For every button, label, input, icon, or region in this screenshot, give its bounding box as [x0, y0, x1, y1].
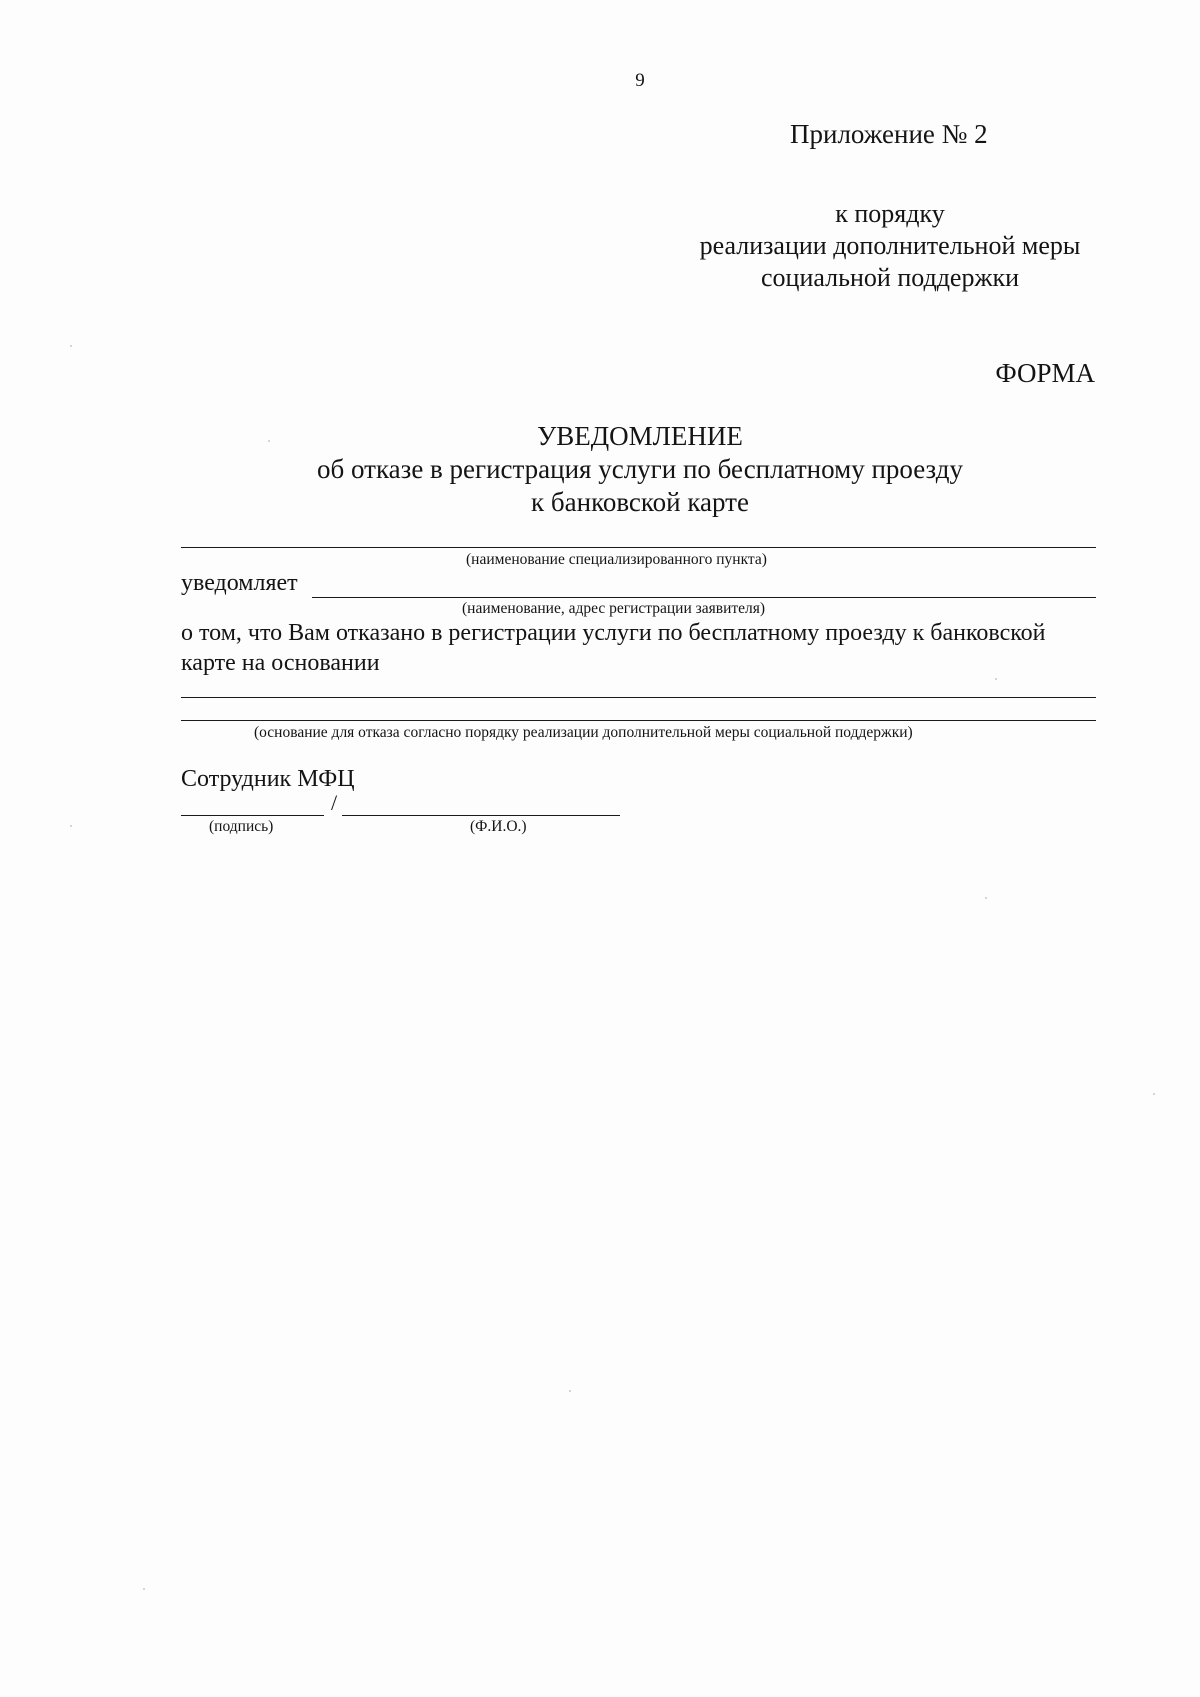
scan-speck — [1153, 1093, 1155, 1095]
reason-line-1 — [181, 697, 1096, 698]
notifies-label: уведомляет — [181, 570, 298, 596]
scan-speck — [569, 1390, 571, 1392]
point-name-caption: (наименование специализированного пункта) — [466, 551, 767, 568]
page-number: 9 — [635, 70, 645, 91]
notice-title-block — [180, 420, 1100, 519]
full-name-line — [342, 815, 620, 816]
notice-subtitle-line: к банковской карте — [531, 487, 749, 517]
signature-line — [181, 815, 324, 816]
scan-speck — [143, 1588, 145, 1590]
refusal-line: карте на основании — [181, 650, 380, 676]
form-label: ФОРМА — [995, 358, 1095, 388]
appendix-title: Приложение № 2 — [790, 119, 988, 149]
signature-caption: (подпись) — [209, 818, 274, 835]
notice-title: УВЕДОМЛЕНИЕ — [537, 421, 743, 451]
applicant-line — [312, 597, 1096, 598]
signature-separator: / — [331, 790, 338, 815]
scan-speck — [985, 897, 987, 899]
appendix-subtitle-line: социальной поддержки — [761, 263, 1019, 292]
scan-speck — [995, 678, 997, 680]
scan-speck — [70, 345, 72, 347]
refusal-paragraph — [181, 618, 1101, 678]
appendix-subtitle-line: к порядку — [835, 199, 945, 228]
notice-subtitle-line: об отказе в регистрация услуги по бесплатному проезду — [317, 454, 963, 484]
scan-speck — [268, 440, 270, 442]
scan-speck — [70, 825, 72, 827]
point-name-line — [181, 547, 1096, 548]
reason-line-2 — [181, 720, 1096, 721]
full-name-caption: (Ф.И.О.) — [470, 818, 527, 835]
reason-caption: (основание для отказа согласно порядку реализации дополнительной меры социальной поддержки) — [254, 724, 913, 741]
appendix-subtitle — [660, 198, 1120, 294]
appendix-subtitle-line: реализации дополнительной меры — [699, 231, 1081, 260]
refusal-line: о том, что Вам отказано в регистрации услуги по бесплатному проезду к банковской — [181, 620, 1046, 646]
applicant-caption: (наименование, адрес регистрации заявителя) — [462, 600, 766, 617]
employee-label: Сотрудник МФЦ — [181, 766, 355, 792]
